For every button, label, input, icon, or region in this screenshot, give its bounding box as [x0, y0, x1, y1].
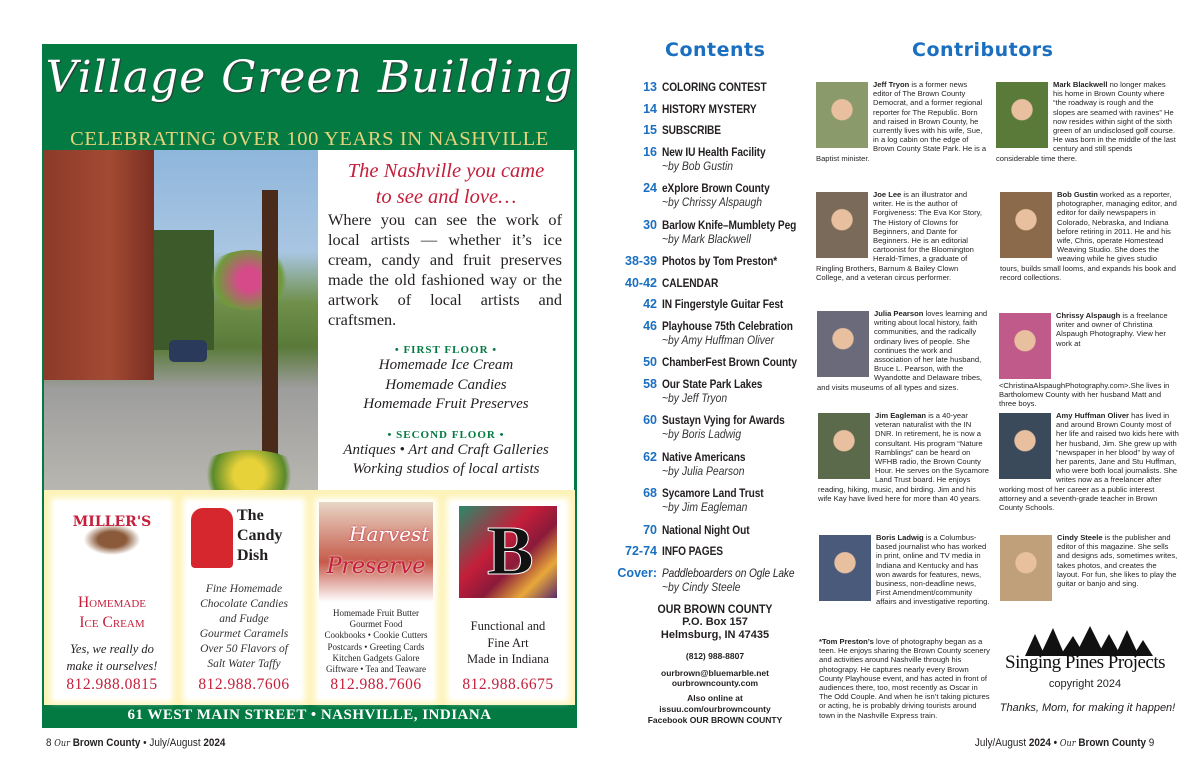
- toc-page-number: 30: [643, 217, 657, 232]
- ad-body: Where you can see the work of local artists — whether it’s ice cream, candy and fruit preserves made the old fashioned way or the artwork of local artists and craftsmen.: [328, 210, 562, 329]
- toc-page-number: 62: [643, 449, 657, 464]
- toc-title: New IU Health Facility: [662, 144, 766, 159]
- toc-item[interactable]: [600, 181, 815, 211]
- toc-page-number: 42: [643, 297, 657, 311]
- ad-title: Village Green Building: [45, 52, 574, 103]
- toc-item[interactable]: [600, 218, 815, 248]
- ad-footer-address: 61 WEST MAIN STREET • NASHVILLE, INDIANA: [127, 707, 492, 723]
- toc-item[interactable]: [600, 80, 815, 95]
- toc-title: ChamberFest Brown County: [662, 355, 797, 369]
- contributor-bio: Julia Pearson loves learning and writing about local history, faith communities, and the radically ordinary lives of people. She continues the work and association of her late husband, Bruce L. Pearson, with the Wyandotte and Delaware tribes, and visits museums of all types and sizes.: [817, 309, 988, 392]
- contributor-bio: Bob Gustin worked as a reporter, photographer, managing editor, and editor for daily newspapers in Colorado, Nebraska, and Indiana before retiring in 2011. He and his wife, Chris, operate Homestead Weaving Studio. She does the weaving while he gives studio tours, builds small looms, and expands his book and record collections.: [1000, 190, 1177, 282]
- toc-byline: ~by Boris Ladwig: [662, 429, 742, 441]
- contributor-bio: Jeff Tryon is a former news editor of The Brown County Democrat, and a former regional reporter for The Republic. Born and raised in Brown County, he currently lives with his wife, Sue, in a log cabin on the edge of Brown County State Park. He is a Baptist minister.: [816, 80, 987, 163]
- toc-item[interactable]: [600, 102, 815, 117]
- contributor-photo: [819, 535, 871, 601]
- toc-title: Playhouse 75th Celebration: [662, 318, 793, 333]
- toc-title: SUBSCRIBE: [662, 123, 721, 137]
- toc-title: COLORING CONTEST: [662, 80, 767, 94]
- contributor-photo: [999, 313, 1051, 379]
- bussert-gallery-logo: B: [459, 506, 557, 598]
- toc-title: Native Americans: [662, 449, 746, 464]
- contributor-bio: Amy Huffman Oliver has lived in and around Brown County most of her life and raised two kids here with her husband, Jim. She grew up with “newspaper in her blood” by way of her parents, Jane and Stu Huffman, who were both local journalists. She writes now as a freelancer after working most of her career as a public interest attorney and a seventh-grade teacher in Brown County Schools.: [999, 411, 1179, 513]
- contributor-photo: [1000, 192, 1052, 258]
- toc-title: Photos by Tom Preston*: [662, 254, 778, 268]
- ad-headline: The Nashville you came to see and love…: [347, 160, 545, 208]
- toc-title: CALENDAR: [662, 275, 719, 290]
- publisher-address: OUR BROWN COUNTY P.O. Box 157 Helmsburg, IN 47435 (812) 988-8807 ourbrown@bluemarble.net ourbrowncounty.com Also online at issuu.com/ourbrowncounty Facebook OUR BROWN COUNTY: [615, 602, 815, 726]
- toc-byline: ~by Amy Huffman Oliver: [662, 334, 775, 347]
- toc-page-number: 58: [643, 376, 657, 391]
- contributor-photo: [816, 82, 868, 148]
- toc-title: IN Fingerstyle Guitar Fest: [662, 297, 784, 311]
- issuu-link[interactable]: issuu.com/ourbrowncounty: [659, 704, 771, 714]
- contributor-photo: [996, 82, 1048, 148]
- website-link[interactable]: ourbrowncounty.com: [671, 678, 759, 688]
- toc-byline: ~by Mark Blackwell: [662, 233, 751, 246]
- toc-page-number: Cover:: [617, 565, 657, 580]
- toc-title: Sycamore Land Trust: [662, 486, 764, 500]
- copyright: copyright 2024: [1048, 678, 1122, 690]
- toc-item[interactable]: [600, 254, 815, 269]
- contributor-bio: Mark Blackwell no longer makes his home in Brown County where “the roadway is rough and the slopes are seamed with ravines” He now resides within sight of the sixth green of an undisclosed golf course. He was born in the middle of the last century and still spends considerable time there.: [996, 80, 1176, 163]
- candy-dish-logo: The Candy Dish: [237, 507, 283, 564]
- toc-page-number: 40-42: [625, 275, 657, 290]
- folio-left: 8 Our Brown County • July/August 2024: [46, 737, 226, 749]
- toc-item[interactable]: [600, 355, 815, 370]
- millers-phone: 812.988.0815: [66, 676, 158, 693]
- candy-chair-icon: [191, 508, 233, 568]
- contributor-bio: Joe Lee is an illustrator and writer. He is the author of Forgiveness: The Eva Kor Story, The History of Clowns for Beginners, and Dante for Beginners. He is an editorial cartoonist for the Bloomington Herald-Times, a graduate of Ringling Brothers, Barnum & Bailey Clown College, and a veteran circus performer.: [816, 190, 983, 282]
- toc-page-number: 13: [643, 80, 657, 94]
- first-floor-label: • FIRST FLOOR •: [394, 344, 498, 356]
- toc-item[interactable]: [600, 486, 815, 516]
- candy-dish-phone: 812.988.7606: [198, 676, 290, 693]
- toc-item[interactable]: [600, 413, 815, 443]
- toc-item[interactable]: [600, 566, 815, 596]
- toc-page-number: 68: [643, 486, 657, 500]
- ad-subtitle: CELEBRATING OVER 100 YEARS IN NASHVILLE: [70, 128, 549, 150]
- contributor-photo: [999, 413, 1051, 479]
- table-of-contents: [600, 80, 815, 602]
- toc-item[interactable]: [600, 319, 815, 349]
- candy-dish-ad: [187, 502, 301, 698]
- contributor-photo: [818, 413, 870, 479]
- toc-byline: ~by Jeff Tryon: [662, 392, 728, 405]
- contributor-bio: Chrissy Alspaugh is a freelance writer and owner of Christina Alspaugh Photography. View her work at <ChristinaAlspaughPhotography.com>.She lives in Bartholomew County with her husband Matt and three boys.: [999, 311, 1170, 409]
- bussert-gallery-phone: 812.988.6675: [462, 676, 554, 693]
- toc-title: HISTORY MYSTERY: [662, 101, 757, 116]
- harvest-preserve-ad: [319, 502, 433, 698]
- toc-item[interactable]: [600, 145, 815, 175]
- toc-item[interactable]: [600, 297, 815, 312]
- email-link[interactable]: ourbrown@bluemarble.net: [661, 668, 769, 678]
- toc-byline: ~by Jim Eagleman: [662, 502, 748, 514]
- toc-page-number: 24: [643, 181, 657, 195]
- bussert-gallery-ad: [451, 502, 565, 698]
- second-floor-list: Antiques • Art and Craft Galleries Working studios of local artists: [343, 441, 549, 477]
- contents-heading: Contents: [665, 39, 766, 61]
- toc-title: Our State Park Lakes: [662, 376, 763, 391]
- toc-item[interactable]: [600, 123, 815, 138]
- millers-logo: MILLER'S: [62, 512, 162, 567]
- contributors-heading: Contributors: [912, 39, 1054, 61]
- harvest-preserve-list: Homemade Fruit Butter Gourmet Food Cookbooks • Cookie Cutters Postcards • Greeting Cards Kitchen Gadgets Galore Giftware • Tea and Teaware: [324, 608, 428, 675]
- toc-page-number: 38-39: [625, 254, 657, 268]
- toc-byline: ~by Julia Pearson: [662, 465, 745, 478]
- phone: (812) 988-8807: [685, 651, 745, 661]
- toc-byline: ~by Chrissy Alspaugh: [662, 197, 763, 209]
- toc-page-number: 14: [643, 101, 657, 116]
- bussert-gallery-text: Functional and Fine Art Made in Indiana: [467, 619, 549, 666]
- singing-pines-logo: Singing Pines Projects: [1005, 626, 1165, 676]
- toc-item[interactable]: [600, 377, 815, 407]
- millers-tagline: Yes, we really do make it ourselves!: [66, 642, 158, 673]
- tom-preston-note: *Tom Preston’s love of photography began as a teen. He enjoys sharing the Brown County scenery and activities around Nashville through his photograpy. He captures nearly every Brown County Playhouse event, and has acted in front of audiences there, too, most recently as Oscar in The Odd Couple. And when he isn’t taking pictures or acting, he is probably driving tourists around town in the Nashville Express train.: [819, 637, 990, 720]
- toc-title: Paddleboarders on Ogle Lake: [662, 565, 795, 580]
- toc-item[interactable]: [600, 450, 815, 480]
- toc-title: INFO PAGES: [662, 544, 723, 558]
- millers-ad: [55, 502, 169, 698]
- contributor-photo: [817, 311, 869, 377]
- village-green-ad: [42, 44, 577, 728]
- tenant-ads: [44, 490, 575, 705]
- toc-item[interactable]: [600, 523, 815, 538]
- toc-title: eXplore Brown County: [662, 181, 770, 195]
- toc-page-number: 70: [643, 522, 657, 537]
- contributor-bio: Boris Ladwig is a Columbus-based journalist who has worked in print, online and TV media in Indiana and Kentucky and has won awards for features, news, business, non-deadline news, First Amendment/community affairs and investigative reporting.: [819, 533, 991, 607]
- toc-page-number: 16: [643, 144, 657, 159]
- toc-page-number: 15: [643, 123, 657, 137]
- contributor-bio: Jim Eagleman is a 40-year veteran naturalist with the IN DNR. In retirement, he is now a consultant. His program “Nature Ramblings” can be heard on WFHB radio, the Brown County Hour. He serves on the Sycamore Land Trust board. He enjoys reading, hiking, music, and birding. Jim and his wife Kay have lived here for more than 40 years.: [818, 411, 989, 503]
- toc-byline: ~by Bob Gustin: [662, 160, 734, 173]
- contributor-photo: [816, 192, 868, 258]
- toc-page-number: 46: [643, 318, 657, 333]
- toc-item[interactable]: [600, 276, 815, 291]
- second-floor-label: • SECOND FLOOR •: [387, 428, 505, 441]
- thanks-note: Thanks, Mom, for making it happen!: [999, 702, 1176, 714]
- toc-title: Barlow Knife–Mumblety Peg: [662, 217, 797, 232]
- toc-title: National Night Out: [662, 522, 750, 537]
- first-floor-list: Homemade Ice Cream Homemade Candies Homemade Fruit Preserves: [363, 357, 529, 412]
- contributor-photo: [1000, 535, 1052, 601]
- toc-page-number: 72-74: [625, 544, 657, 558]
- millers-headline: Homemade Ice Cream: [77, 594, 147, 631]
- toc-item[interactable]: [600, 544, 815, 559]
- candy-dish-list: Fine Homemade Chocolate Candies and Fudge Gourmet Caramels Over 50 Flavors of Salt Water Taffy: [199, 583, 289, 670]
- toc-page-number: 60: [643, 413, 657, 427]
- contributor-bio: Cindy Steele is the publisher and editor of this magazine. She sells and designs ads, sometimes writes, takes photos, and creates the layout. For fun, she likes to play the guitar or banjo and sing.: [1000, 533, 1178, 603]
- toc-page-number: 50: [643, 355, 657, 369]
- toc-title: Sustayn Vying for Awards: [662, 413, 785, 427]
- street-photo: [44, 150, 318, 490]
- folio-right: July/August 2024 • Our Brown County 9: [974, 737, 1154, 749]
- ad-textbox: [318, 150, 574, 490]
- harvest-preserve-phone: 812.988.7606: [330, 676, 422, 693]
- toc-byline: ~by Cindy Steele: [662, 581, 741, 594]
- harvest-preserve-logo: Preserve Harvest: [319, 502, 433, 602]
